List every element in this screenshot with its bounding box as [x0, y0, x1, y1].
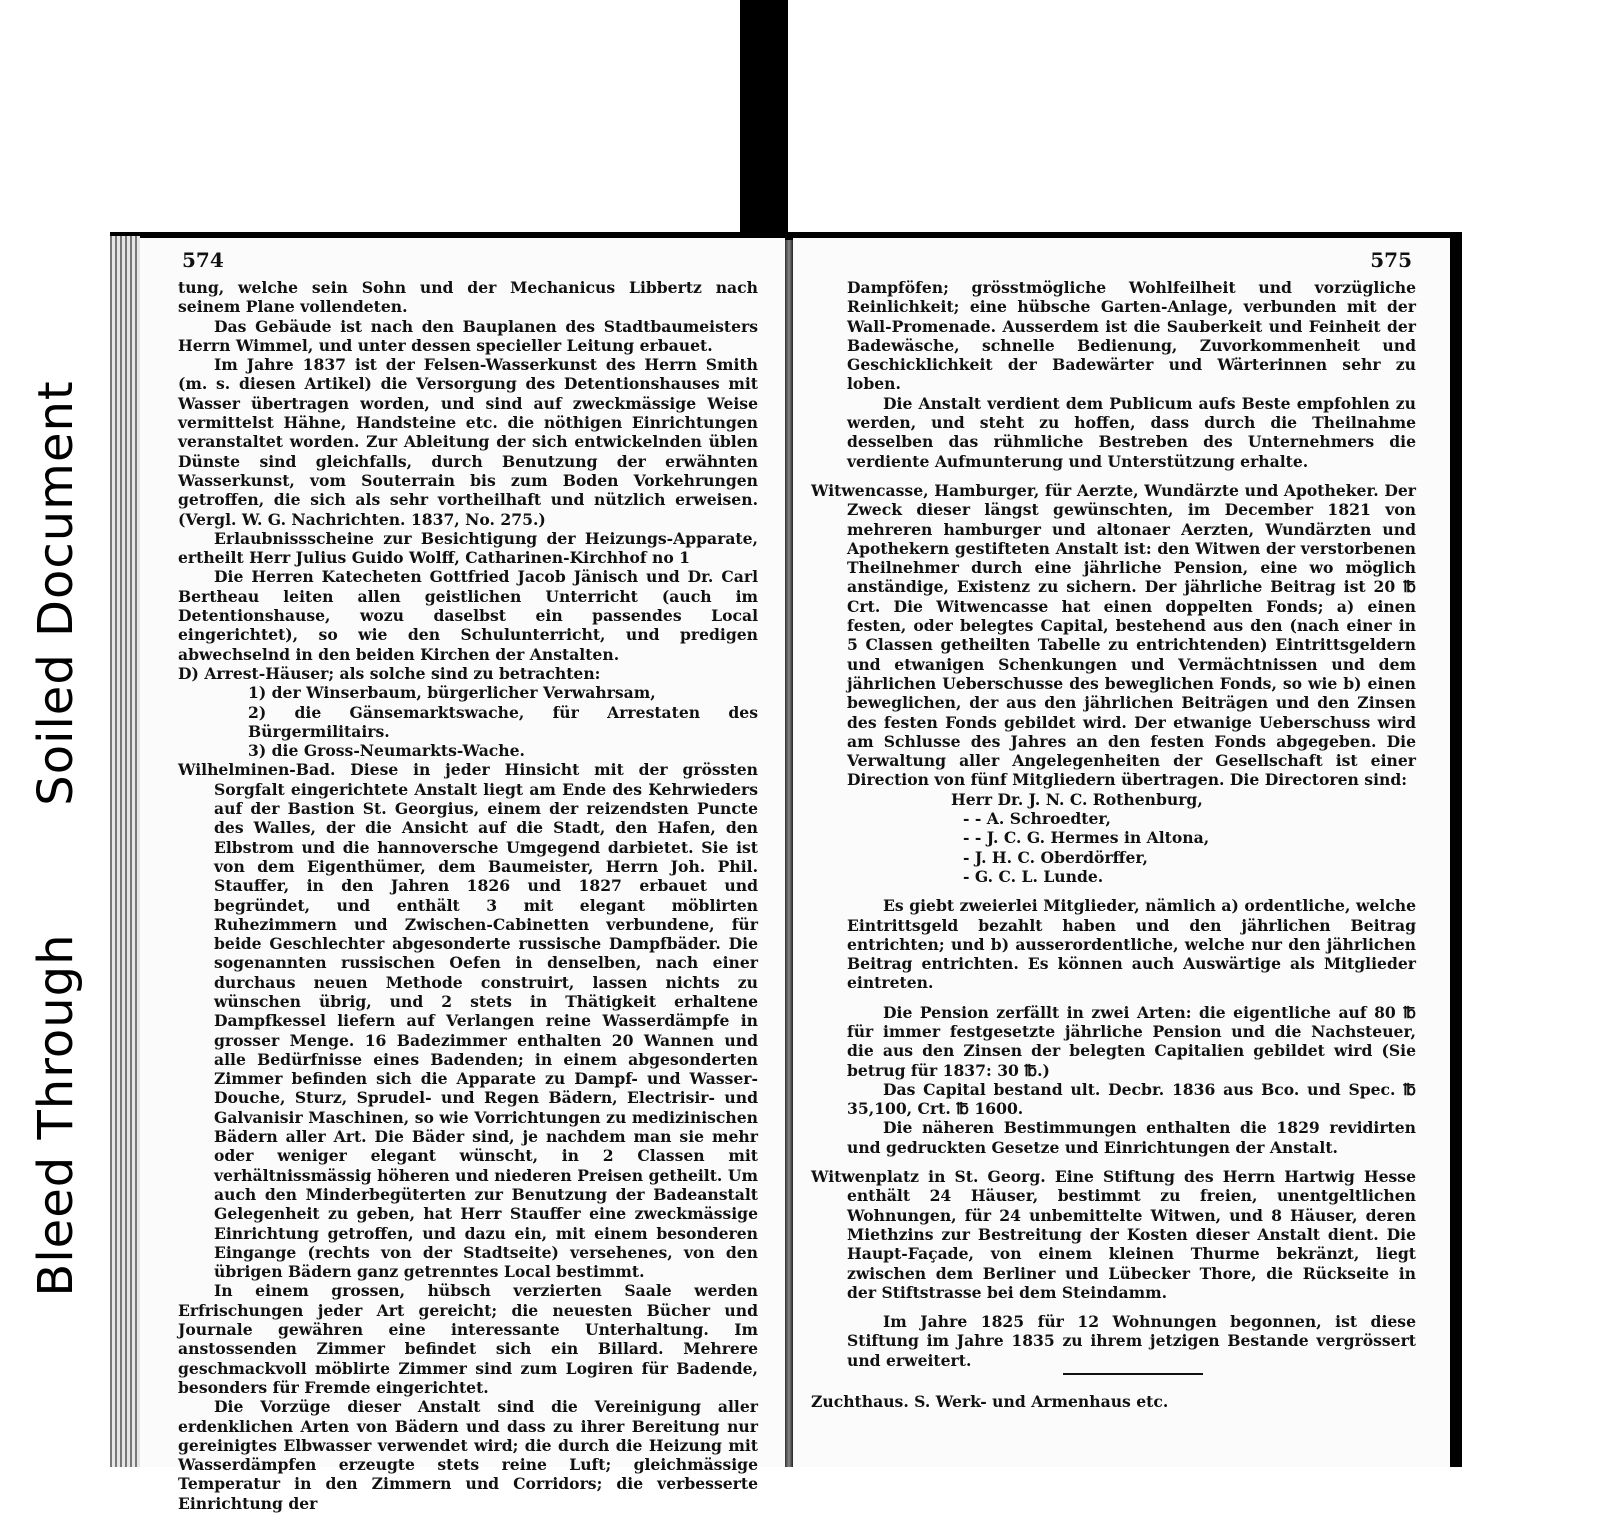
left-page: [140, 238, 785, 1513]
spacer: [811, 993, 1416, 1003]
entry-wilhelminen-bad: Wilhelminen-Bad. Diese in jeder Hinsicht mit der grössten Sorgfalt eingerichtete Anstalt liegt am Ende des Kehrwieders auf der Bastion St. Georgius, einem der reizendsten Puncte des Walles, der die Ansicht auf die Stadt, den Hafen, den Elbstrom und die hannoversche Umgegend darbietet. Sie ist von dem Eigenthümer, dem Baumeister, Herrn Joh. Phil. Stauffer, in den Jahren 1826 und 1827 erbauet und begründet, und enthält 3 mit elegant möblirten Ruhezimmern und Zwischen-Cabinetten verbundene, für beide Geschlechter abgesonderte russische Dampfbäder. Die sogenannten russischen Oefen in denselben, nach einer durchaus neuen Methode construirt, lassen nichts zu wünschen übrig, und 2 stets in Thätigkeit erhaltene Dampfkessel liefern auf Verlangen reine Wasserdämpfe in grosser Menge. 16 Badezimmer enthalten 20 Wannen und alle Bedürfnisse eines Badenden; in einem abgesonderten Zimmer befinden sich die Apparate zu Dampf- und Wasser-Douche, Sturz, Sprudel- und Regen Bädern, Electrisir- und Galvanisir Maschinen, so wie Vorrichtungen zu medizinischen Bädern aller Art. Die Bäder sind, je nachdem man sie mehr oder weniger elegant wünscht, in 2 Classen mit verhältnissmässig höheren und niederen Preisen getheilt. Um auch den Minderbegüterten zur Benutzung der Badeanstalt Gelegenheit zu geben, hat Herr Stauffer eine zweckmässige Einrichtung getroffen, und dazu ein, mit einem besonderen Eingange (rechts von der Stadtseite) versehenes, von den übrigen Bädern ganz getrenntes Local bestimmt.: [178, 760, 758, 1282]
right-page-text: [811, 278, 1416, 1411]
paragraph: Die Anstalt verdient dem Publicum aufs Beste empfohlen zu werden, und steht zu hoffen, dass durch die Theilnahme desselben das rühmliche Bestreben des Unternehmers die verdiente Aufmunterung und Unterstützung erhalte.: [847, 393, 1416, 471]
list-item: 1) der Winserbaum, bürgerlicher Verwahrsam,: [248, 683, 656, 703]
spacer: [811, 1157, 1416, 1167]
paragraph: Das Capital bestand ult. Decbr. 1836 aus Bco. und Spec. ℔ 35,100, Crt. ℔ 1600.: [847, 1079, 1416, 1119]
soiled-document-label: [0, 340, 113, 845]
spacer: [811, 1302, 1416, 1312]
right-page: [793, 238, 1450, 1467]
soiled-document-text: Soiled Document: [28, 379, 84, 806]
page-number-right: 575: [1370, 248, 1412, 272]
bleed-through-label: [0, 862, 113, 1367]
page-edges: [110, 236, 140, 1467]
paragraph: Die Pension zerfällt in zwei Arten: die eigentliche auf 80 ℔ für immer festgesetzte jährliche Pension und die Nachsteuer, die aus den Zinsen der belegten Capitalien gebildet wird (Sie betrug für 1837: 30 ℔.): [847, 1002, 1416, 1080]
entry-witwenplatz: Witwenplatz in St. Georg. Eine Stiftung des Herrn Hartwig Hesse enthält 24 Häuser, bestimmt zu freien, unentgeltlichen Wohnungen, für 24 unbemittelte Witwen, und 8 Häuser, deren Miethzins zur Bestreitung der Kosten dieser Anstalt dient. Die Haupt-Façade, von einem kleinen Thurme bekränzt, liegt zwischen dem Berliner und Lübecker Thore, die Rückseite in der Stiftstrasse bei dem Steindamm.: [811, 1167, 1416, 1302]
list-item: 3) die Gross-Neumarkts-Wache.: [248, 741, 525, 761]
paragraph: Die Herren Katecheten Gottfried Jacob Jänisch und Dr. Carl Bertheau leiten allen geistlichen Unterricht (auch im Detentionshause, wozu daselbst ein passendes Local eingerichtet), so wie den Schulunterricht, und predigen abwechselnd in den beiden Kirchen der Anstalten.: [178, 567, 758, 664]
book-gutter: [785, 240, 793, 1467]
paragraph: Erlaubnissscheine zur Besichtigung der Heizungs-Apparate, ertheilt Herr Julius Guido Wolff, Catharinen-Kirchhof no 1: [178, 528, 758, 568]
director-item: - J. H. C. Oberdörffer,: [963, 847, 1148, 867]
paragraph: Die Vorzüge dieser Anstalt sind die Vereinigung aller erdenklichen Arten von Bädern und dass zu ihrer Bereitung nur gereinigtes Elbwasser verwendet wird; die durch die Heizung mit Wasserdämpfen erzeugte stets reine Luft; gleichmässige Temperatur in den Zimmern und Corridors; die verbesserte Einrichtung der: [178, 1397, 758, 1513]
paragraph: tung, welche sein Sohn und der Mechanicus Libbertz nach seinem Plane vollendeten.: [178, 278, 758, 317]
paragraph: Das Gebäude ist nach den Bauplanen des Stadtbaumeisters Herrn Wimmel, und unter dessen specieller Leitung erbauet.: [178, 316, 758, 355]
paragraph: In einem grossen, hübsch verzierten Saale werden Erfrischungen jeder Art gereicht; die neuesten Bücher und Journale gewähren eine interessante Unterhaltung. Im anstossenden Zimmer befindet sich ein Billard. Mehrere geschmackvoll möblirte Zimmer sind zum Logiren für Badende, besonders für Fremde eingerichtet.: [178, 1281, 758, 1397]
entry-zuchthaus: Zuchthaus. S. Werk- und Armenhaus etc.: [811, 1392, 1169, 1412]
section-heading: D) Arrest-Häuser; als solche sind zu betrachten:: [178, 663, 601, 683]
paragraph: Es giebt zweierlei Mitglieder, nämlich a) ordentliche, welche Eintrittsgeld bezahlt haben und den jährlichen Beitrag entrichten; und b) ausserordentliche, welche nur den jährlichen Beitrag entrichten. Es können auch Auswärtige als Mitglieder eintreten.: [847, 896, 1416, 993]
entry-witwencasse: Witwencasse, Hamburger, für Aerzte, Wundärzte und Apotheker. Der Zweck dieser längst gewünschten, im December 1821 von mehreren hamburger und altonaer Aerzten, Wundärzten und Apothekern gestifteten Anstalt ist: den Witwen der verstorbenen Theilnehmer durch eine jährliche Pension, eine wo möglich anständige, Existenz zu sichern. Der jährliche Beitrag ist 20 ℔ Crt. Die Witwencasse hat einen doppelten Fonds; a) einen festen, oder belegtes Capital, bestehend aus den (nach einer in 5 Classen getheilten Tabelle zu entrichtenden) Eintrittsgeldern und etwanigen Schenkungen und Vermächtnissen und dem jährlichen Ueberschusse des beweglichen Fonds, so wie b) einen beweglichen, der aus den jährlichen Beiträgen und den Zinsen des festen Fonds gebildet wird. Der etwanige Ueberschuss wird am Schlusse des Jahres an den festen Fonds abgegeben. Die Verwaltung aller Angelegenheiten der Gesellschaft ist einer Direction von fünf Mitgliedern übertragen. Die Directoren sind:: [811, 480, 1416, 790]
end-rule: [1063, 1373, 1203, 1375]
paragraph: Im Jahre 1837 ist der Felsen-Wasserkunst des Herrn Smith (m. s. diesen Artikel) die Versorgung des Detentionshauses mit Wasser übertragen worden, und sind auf zweckmässige Weise vermittelst Hähne, Handsteine etc. die nöthigen Einrichtungen veranstaltet worden. Zur Ableitung der sich entwickelnden üblen Dünste sind gleichfalls, durch Benutzung der erwähnten Wasserkunst, vom Souterrain bis zum Boden Vorkehrungen getroffen, die sich als sehr vortheilhaft und nützlich erweisen. (Vergl. W. G. Nachrichten. 1837, No. 275.): [178, 355, 758, 529]
paragraph: Die näheren Bestimmungen enthalten die 1829 revidirten und gedruckten Gesetze und Einrichtungen der Anstalt.: [847, 1118, 1416, 1157]
spacer: [811, 886, 1416, 896]
list-item: 2) die Gänsemarktswache, für Arrestaten des Bürgermilitairs.: [248, 702, 758, 741]
bleed-through-text: Bleed Through: [28, 932, 84, 1297]
page-number-left: 574: [182, 248, 224, 272]
spacer: [811, 471, 1416, 481]
director-item: Herr Dr. J. N. C. Rothenburg,: [951, 789, 1203, 809]
binder-clip: [740, 0, 788, 238]
paragraph: Dampföfen; grösstmögliche Wohlfeilheit und vorzügliche Reinlichkeit; eine hübsche Garten-Anlage, verbunden mit der Wall-Promenade. Ausserdem ist die Sauberkeit und Feinheit der Badewäsche, schnelle Bedienung, Zuvorkommenheit und Geschicklichkeit der Badewärter und Wärterinnen sehr zu loben.: [847, 278, 1416, 394]
director-item: - - J. C. G. Hermes in Altona,: [963, 828, 1210, 848]
director-item: - G. C. L. Lunde.: [963, 866, 1104, 886]
left-page-text: [178, 278, 758, 1513]
director-item: - - A. Schroedter,: [963, 809, 1111, 829]
paragraph: Im Jahre 1825 für 12 Wohnungen begonnen, ist diese Stiftung im Jahre 1835 zu ihrem jetzigen Bestande vergrössert und erweitert.: [847, 1312, 1416, 1370]
